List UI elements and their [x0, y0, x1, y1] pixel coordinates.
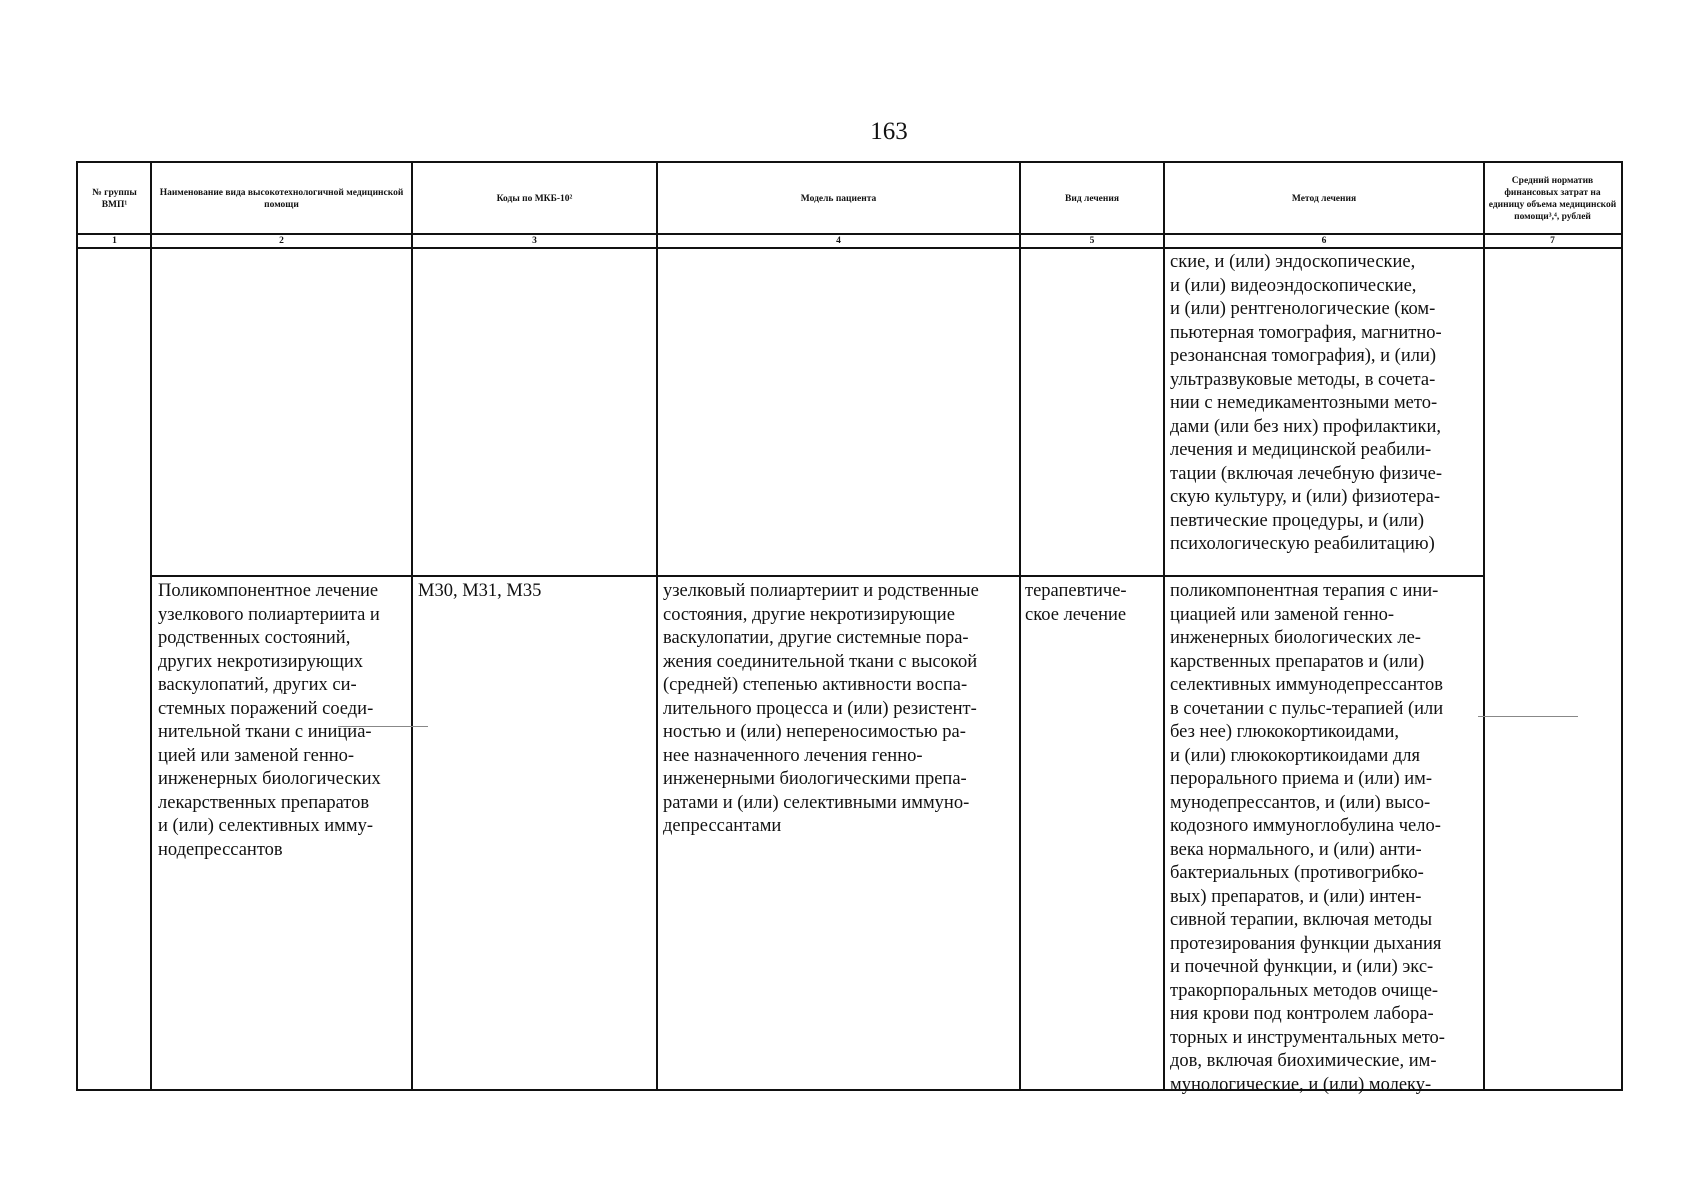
column-divider	[1019, 163, 1021, 1089]
page-number: 163	[870, 118, 908, 145]
header-icd-codes: Коды по МКБ-10²	[496, 194, 573, 204]
patient-model-cell: узелковый полиартериит и родственные состояния, другие некротизирующие васкулопатии, другие системные пора- жения соединительной ткани с высокой (средней) степенью активности воспа- лительного процесса и (или) резистент- ностью и (или) непереносимостью ра- нее назначенного лечения генно- инженерными биологическими препа- ратами и (или) селективными иммуно- депрессантами	[663, 581, 979, 836]
table-header-row	[78, 163, 1621, 235]
icd-codes-cell: M30, M31, M35	[418, 581, 542, 601]
row-divider	[151, 575, 1484, 577]
column-divider	[150, 163, 152, 1089]
treatment-method-cell: поликомпонентная терапия с ини- циацией или заменой генно- инженерных биологических ле- карственных препаратов и (или) селективных иммунодепрессантов в сочетании с пульс-терапией (или без нее) глюкокортикоидами, и (или) глюкокортикоидами для перорального приема и (или) им- мунодепрессантов, и (или) высо- кодозного иммуноглобулина чело- века нормального, и (или) анти- бактериальных (противогрибко- вых) препаратов, и (или) интен- сивной терапии, включая методы протезирования функции дыхания и почечной функции, и (или) экс- тракорпоральных методов очище- ния крови под контролем лабора- торных и инструментальных мето- дов, включая биохимические, им- мунологические, и (или) молеку-	[1170, 581, 1445, 1095]
header-treatment-type: Вид лечения	[1065, 194, 1119, 204]
column-number: 5	[1089, 236, 1095, 246]
scan-artifact	[338, 726, 428, 727]
column-divider	[411, 163, 413, 1089]
medical-care-table	[76, 161, 1623, 1095]
header-cost-standard: Средний норматив финансовых затрат на единицу объема медицинской помощи³,⁴, рублей	[1488, 176, 1617, 222]
column-number: 7	[1550, 236, 1555, 246]
column-number: 2	[279, 236, 284, 246]
column-number-row	[78, 235, 1621, 249]
continuation-method-cell: ские, и (или) эндоскопические, и (или) видеоэндоскопические, и (или) рентгенологические (ком- пьютерная томография, магнитно- резонансная томография), и (или) ультразвуковые методы, в сочета- нии с немедикаментозными мето- дами (или без них) профилактики, лечения и медицинской реабили- тации (включая лечебную физиче- скую культуру, и (или) физиотера- певтические процедуры, и (или) психологическую реабилитацию)	[1170, 252, 1443, 554]
scan-artifact	[1478, 716, 1578, 717]
column-divider	[1163, 163, 1165, 1089]
column-number: 4	[836, 236, 841, 246]
column-number: 1	[112, 236, 117, 246]
header-care-name: Наименование вида высокотехнологичной медицинской помощи	[159, 188, 404, 210]
column-divider	[1483, 163, 1485, 1089]
column-divider	[656, 163, 658, 1089]
header-treatment-method: Метод лечения	[1291, 194, 1357, 204]
header-group-number: № группы ВМП¹	[92, 188, 137, 210]
care-name-cell: Поликомпонентное лечение узелкового полиартериита и родственных состояний, других некротизирующих васкулопатий, других си- стемных поражений соеди- нительной ткани с инициа- цией или заменой генно- инженерных биологических лекарственных препаратов и (или) селективных имму- нодепрессантов	[158, 581, 381, 860]
treatment-type-cell: терапевтиче- ское лечение	[1025, 581, 1127, 625]
column-number: 6	[1321, 236, 1327, 246]
column-number: 3	[532, 236, 537, 246]
header-patient-model: Модель пациента	[800, 194, 877, 204]
